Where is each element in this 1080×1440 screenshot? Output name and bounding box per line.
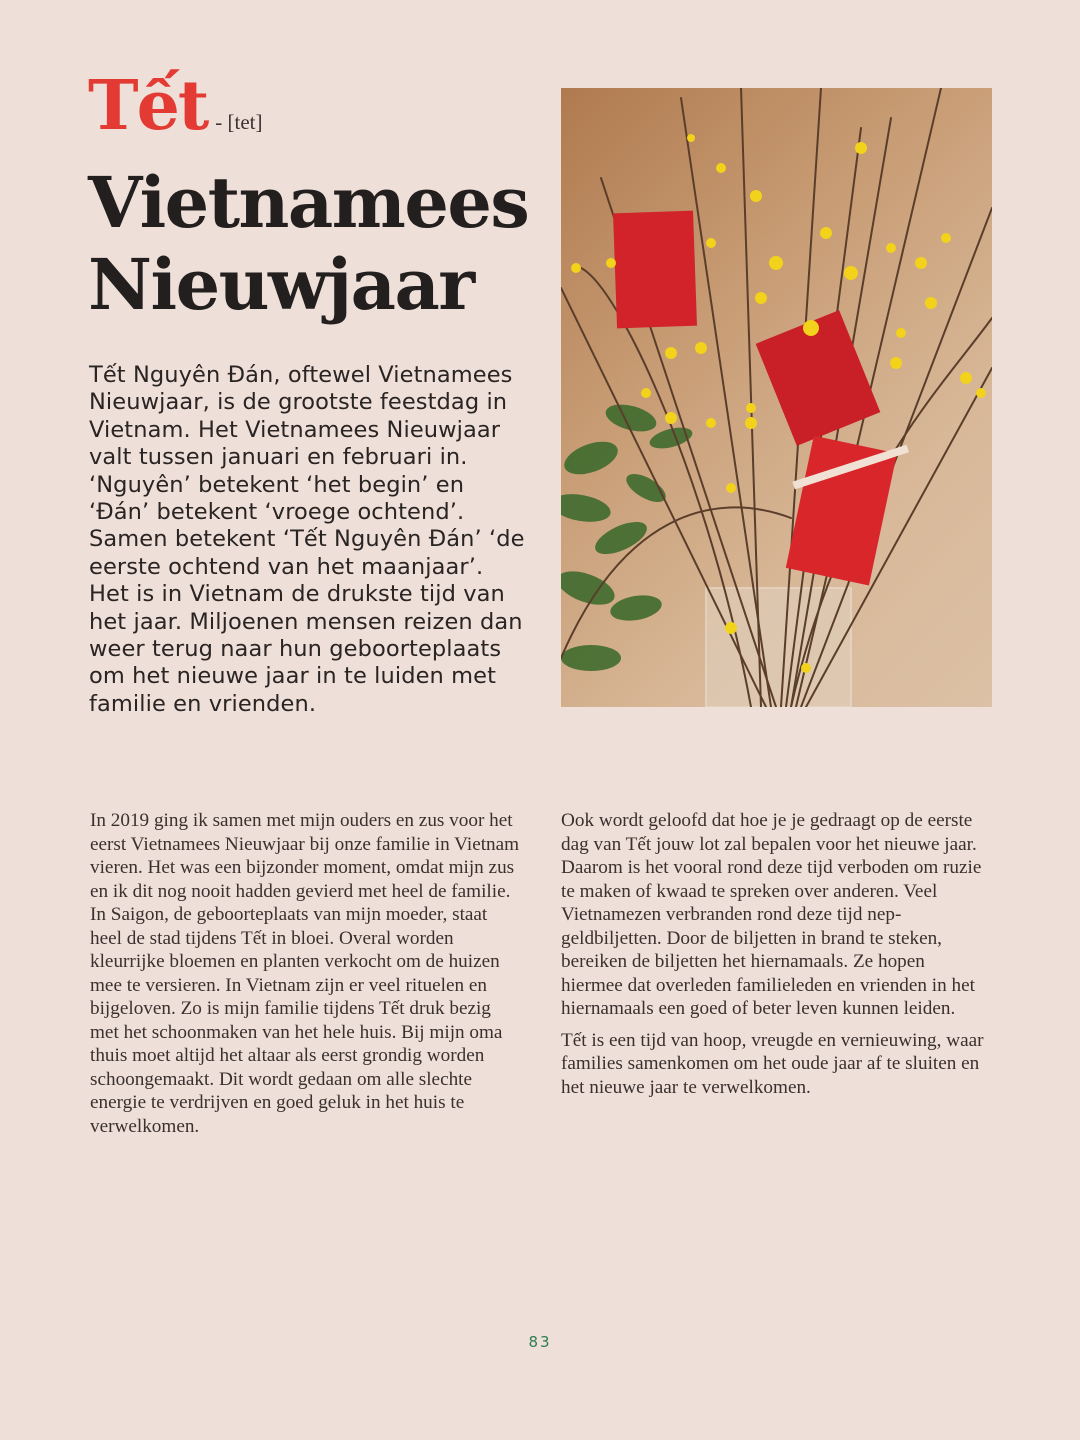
pronunciation: - [tet] [215,110,263,134]
body-paragraph: Tết is een tijd van hoop, vreugde en vernieuwing, waar families samenkomen om het oude jaar af te sluiten en het nieuwe jaar te verwelkomen. [561,1029,984,1098]
body-paragraph: Ook wordt geloofd dat hoe je je gedraagt op de eerste dag van Tết jouw lot zal bepalen voor het nieuwe jaar. Daarom is het vooral rond deze tijd verboden om ruzie te maken of kwaad te spreken over anderen. Veel Vietnamezen verbranden rond deze tijd nep-geldbiljetten. Door de biljetten in brand te steken, bereiken de biljetten het hiernamaals. Ze hopen hiermee dat overleden familieleden en vrienden in het hiernamaals een goed of beter leven kunnen leiden. [561,810,982,1019]
page-title [88,162,528,326]
headline-line-2: Nieuwjaar [88,243,474,326]
body-column-right [561,809,991,1107]
headline-line-1: Vietnamees [88,161,529,244]
page-number: 83 [528,1333,552,1351]
intro-paragraph: Tết Nguyên Đán, oftewel Vietnamees Nieuwjaar, is de grootste feestdag in Vietnam. Het Vietnamees Nieuwjaar valt tussen januari en februari in. ‘Nguyên’ betekent ‘het begin’ en ‘Đán’ betekent ‘vroege ochtend’. Samen betekent ‘Tết Nguyên Đán’ ‘de eerste ochtend van het maanjaar’. Het is in Vietnam de drukste tijd van het jaar. Miljoenen mensen reizen dan weer terug naar hun geboorteplaats om het nieuwe jaar in te luiden met familie en vrienden. [89,362,525,717]
photo-branches-envelopes [561,88,992,707]
body-paragraph: In 2019 ging ik samen met mijn ouders en zus voor het eerst Vietnamees Nieuwjaar bij onze familie in Vietnam vieren. Het was een bijzonder moment, omdat mijn zus en ik dit nog nooit hadden gevierd met heel de familie. In Saigon, de geboorteplaats van mijn moeder, staat heel de stad tijdens Tết in bloei. Overal worden kleurrijke bloemen en planten verkocht om de huizen mee te versieren. In Vietnam zijn er veel rituelen en bijgeloven. Zo is mijn familie tijdens Tết druk bezig met het schoonmaken van het hele huis. Bij mijn oma thuis moet altijd het altaar als eerst grondig worden schoongemaakt. Dit wordt gedaan om alle slechte energie te verdrijven en goed geluk in het huis te verwelkomen. [90,810,520,1137]
photo-illustration [561,88,992,707]
title-row [88,66,263,146]
body-column-left [90,809,520,1146]
term-title: Tết [88,66,208,146]
